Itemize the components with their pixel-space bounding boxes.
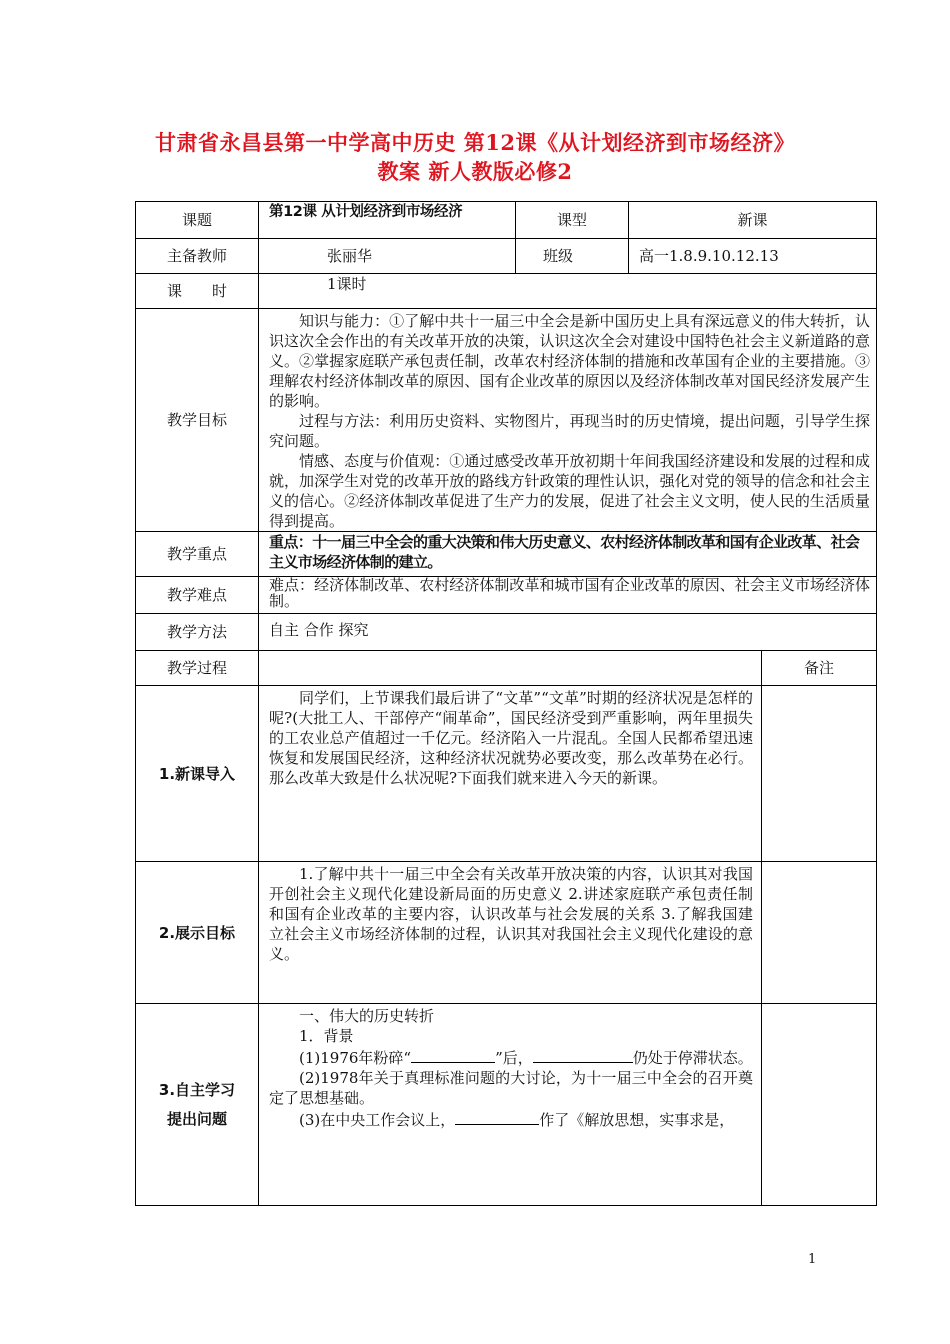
fill-blank-1[interactable] [411, 1046, 495, 1063]
document-title-line2: 教案 新人教版必修2 [377, 159, 573, 184]
fill-blank-2[interactable] [533, 1046, 633, 1063]
class-label: 班级 [516, 239, 629, 274]
page-number: 1 [808, 1252, 817, 1267]
process-blank [259, 651, 762, 686]
hours-value: 1课时 [259, 274, 877, 309]
intro-paragraph: 同学们，上节课我们最后讲了“文革”“文革”时期的经济状况是怎样的呢?(大批工人、干部停产“闹革命”，国民经济受到严重影响，两年里损失的工农业总产值超过一千亿元。经济陷入一片混乱。全国人民都希望迅速恢复和发展国民经济，这种经济状况就势必要改变，那么改革势在必行。那么改革大致是什么状况呢?下面我们就来进入今天的新课。 [269, 689, 753, 787]
section-self-study-label [136, 1004, 259, 1206]
row-hours [136, 274, 877, 309]
difficult-text: 难点：经济体制改革、农村经济体制改革和城市国有企业改革的原因、社会主义市场经济体制。 [269, 576, 871, 610]
teacher-value: 张丽华 [259, 239, 516, 274]
document-title-line1: 甘肃省永昌县第一中学高中历史 第12课《从计划经济到市场经济》 [154, 130, 796, 155]
self-study-heading: 一、伟大的历史转折 [299, 1007, 435, 1025]
type-value: 新课 [629, 202, 877, 239]
section-intro-notes [762, 686, 877, 862]
class-value: 高一1.8.9.10.12.13 [629, 239, 877, 274]
lesson-plan-table [135, 201, 877, 1206]
section-intro-label: 1.新课导入 [136, 686, 259, 862]
row-method [136, 614, 877, 651]
fill-blank-3[interactable] [455, 1108, 539, 1125]
difficult-label: 教学难点 [136, 577, 259, 614]
item3-part-a: (3)在中央工作会议上， [299, 1111, 456, 1129]
row-key-points [136, 532, 877, 577]
method-label: 教学方法 [136, 614, 259, 651]
goals-paragraph: 1.了解中共十一届三中全会有关改革开放决策的内容，认识其对我国开创社会主义现代化建设新局面的历史意义 2.讲述家庭联产承包责任制和国有企业改革的主要内容，认识改革与社会发展的关系 3.了解我国建立社会主义市场经济体制的过程，认识其对我国社会主义现代化建设的意义。 [269, 865, 753, 963]
self-study-label-line2: 提出问题 [166, 1109, 227, 1128]
self-study-item3 [269, 1108, 753, 1130]
goals-label: 教学目标 [136, 309, 259, 532]
section-self-study-content [259, 1004, 762, 1206]
row-section-goals [136, 862, 877, 1004]
section-goals-notes [762, 862, 877, 1004]
type-label: 课型 [516, 202, 629, 239]
item3-part-b: 作了《解放思想，实事求是， [539, 1111, 735, 1129]
key-value: 重点：十一届三中全会的重大决策和伟大历史意义、农村经济体制改革和国有企业改革、社会主义市场经济体制的建立。 [259, 532, 877, 577]
section-self-study-notes [762, 1004, 877, 1206]
goals-content [259, 309, 877, 532]
item1-part-a: (1)1976年粉碎“ [299, 1049, 412, 1067]
notes-label: 备注 [762, 651, 877, 686]
row-difficult-points [136, 577, 877, 614]
method-value: 自主 合作 探究 [259, 614, 877, 651]
item1-part-c: 仍处于停滞状态。 [632, 1049, 753, 1067]
row-section-intro [136, 686, 877, 862]
self-study-item2: (2)1978年关于真理标准问题的大讨论，为十一届三中全会的召开奠定了思想基础。 [269, 1069, 753, 1107]
row-teacher [136, 239, 877, 274]
row-process-header [136, 651, 877, 686]
goal-knowledge: 知识与能力：①了解中共十一届三中全会是新中国历史上具有深远意义的伟大转折，认识这次全会作出的有关改革开放的决策，认识这次全会对建设中国特色社会主义新道路的意义。②掌握家庭联产承包责任制，改革农村经济体制的措施和改革国有企业的主要措施。③理解农村经济体制改革的原因、国有企业改革的原因以及经济体制改革对国民经济发展产生的影响。 [269, 312, 871, 410]
section-goals-label: 2.展示目标 [136, 862, 259, 1004]
course-value: 第12课 从计划经济到市场经济 [259, 202, 516, 239]
self-study-label-line1: 3.自主学习 [158, 1080, 236, 1099]
section-goals-content [259, 862, 762, 1004]
self-study-item1 [269, 1046, 753, 1068]
section-intro-content [259, 686, 762, 862]
goal-process: 过程与方法：利用历史资料、实物图片，再现当时的历史情境，提出问题，引导学生探究问题。 [269, 412, 871, 450]
row-section-self-study [136, 1004, 877, 1206]
key-label: 教学重点 [136, 532, 259, 577]
course-label: 课题 [136, 202, 259, 239]
difficult-value [259, 577, 877, 614]
teacher-label: 主备教师 [136, 239, 259, 274]
hours-label: 课 时 [136, 274, 259, 309]
row-goals [136, 309, 877, 532]
process-label: 教学过程 [136, 651, 259, 686]
goal-emotion: 情感、态度与价值观：①通过感受改革开放初期十年间我国经济建设和发展的过程和成就，加深学生对党的改革开放的路线方针政策的理性认识，强化对党的领导的信念和社会主义的信心。②经济体制改革促进了生产力的发展，促进了社会主义文明，使人民的生活质量得到提高。 [269, 452, 871, 530]
item1-part-b: ”后， [495, 1049, 533, 1067]
self-study-sub: 1．背景 [299, 1027, 354, 1045]
row-course [136, 202, 877, 239]
